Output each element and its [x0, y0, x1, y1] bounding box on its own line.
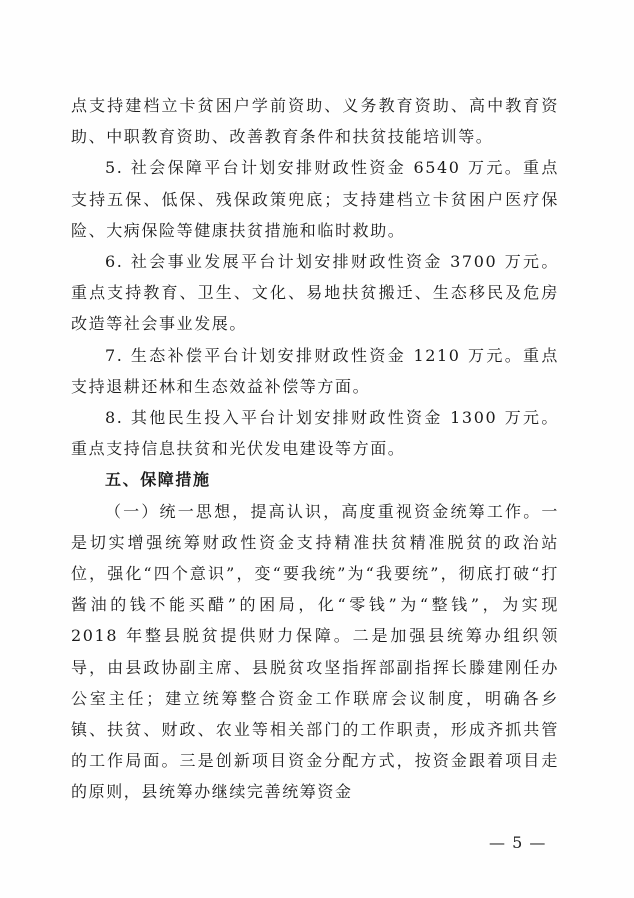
page-number: — 5 —: [489, 833, 547, 852]
paragraph-social-undertakings: 6. 社会事业发展平台计划安排财政性资金 3700 万元。重点支持教育、卫生、文化、易地扶贫搬迁、生态移民及危房改造等社会事业发展。: [71, 252, 559, 334]
paragraph-education-continued: 点支持建档立卡贫困户学前资助、义务教育资助、高中教育资助、中职教育资助、改善教育条件和扶贫技能培训等。: [71, 96, 559, 147]
paragraph-ecological-compensation: 7. 生态补偿平台计划安排财政性资金 1210 万元。重点支持退耕还林和生态效益补偿等方面。: [71, 345, 559, 396]
paragraph-unify-thinking: （一）统一思想，提高认识，高度重视资金统筹工作。一是切实增强统筹财政性资金支持精准扶贫精准脱贫的政治站位，强化“四个意识”，变“要我统”为“我要统”，彻底打破“打酱油的钱不能买醋”的困局，化“零钱”为“整钱”，为实现 2018 年整县脱贫提供财力保障。二是加强县统筹办组织领导，由县政协副主席、县脱贫攻坚指挥部副指挥长滕建刚任办公室主任；建立统筹整合资金工作联席会议制度，明确各乡镇、扶贫、财政、农业等相关部门的工作职责，形成齐抓共管的工作局面。三是创新项目资金分配方式，按资金跟着项目走的原则，县统筹办继续完善统筹资金: [71, 501, 559, 802]
paragraph-social-security: 5. 社会保障平台计划安排财政性资金 6540 万元。重点支持五保、低保、残保政策兜底；支持建档立卡贫困户医疗保险、大病保险等健康扶贫措施和临时救助。: [71, 158, 559, 240]
paragraph-other-livelihood: 8. 其他民生投入平台计划安排财政性资金 1300 万元。重点支持信息扶贫和光伏发电建设等方面。: [71, 408, 559, 459]
document-body: [71, 90, 559, 808]
section-heading: 五、保障措施: [105, 470, 211, 490]
